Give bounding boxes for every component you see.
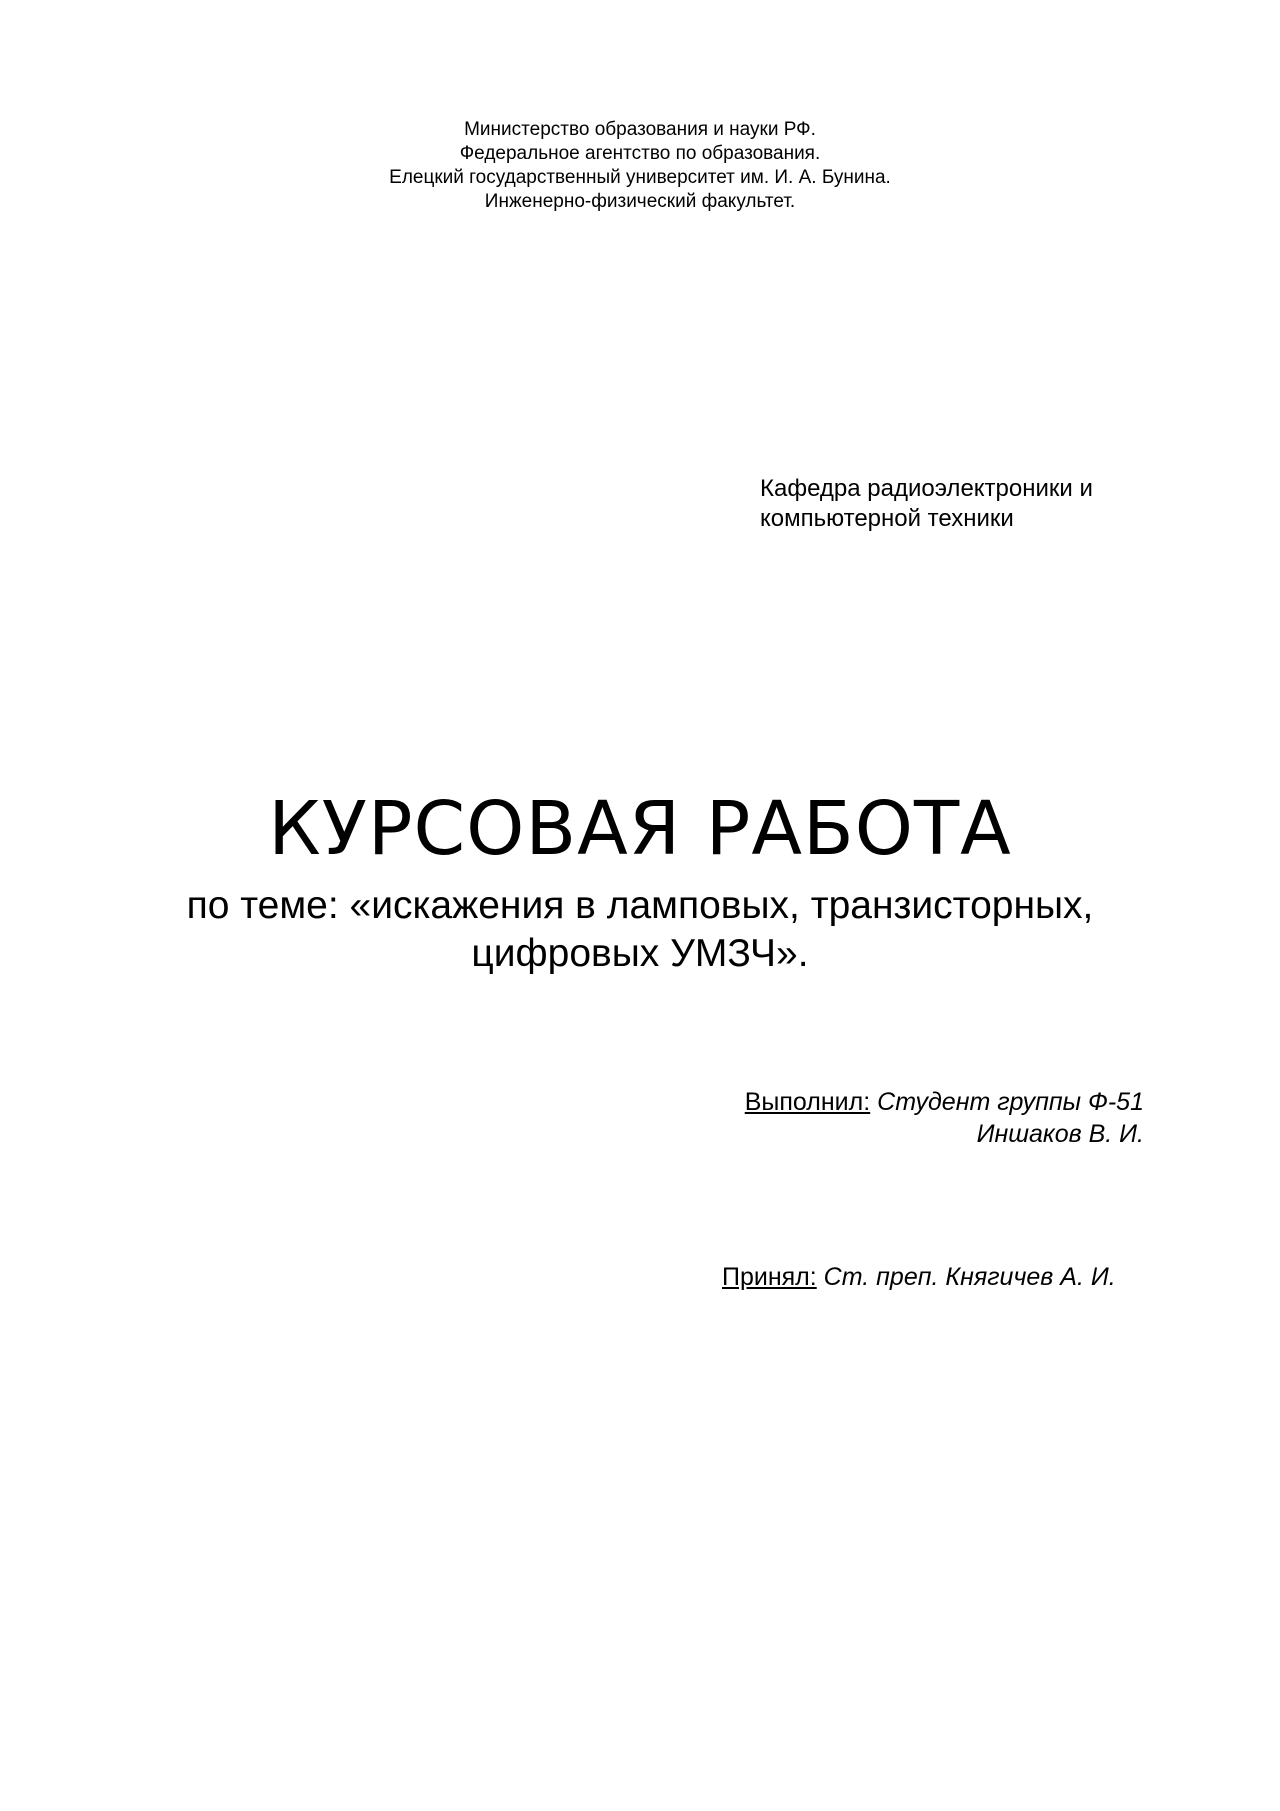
- student-role: Студент группы Ф-51: [877, 1088, 1144, 1116]
- department-block: [760, 474, 1093, 534]
- performed-by-block: [745, 1086, 1144, 1150]
- performed-by-label: Выполнил:: [744, 1088, 871, 1116]
- faculty-line: Инженерно-физический факультет.: [484, 191, 796, 212]
- topic-line-1: по теме: «искажения в ламповых, транзисторных,: [186, 884, 1094, 927]
- accepted-by-label: Принял:: [722, 1263, 817, 1291]
- agency-line: Федеральное агентство по образования.: [459, 143, 821, 164]
- university-line: Елецкий государственный университет им. И. А. Бунина.: [389, 167, 891, 188]
- department-line-2: компьютерной техники: [760, 505, 1014, 532]
- teacher-name: Ст. преп. Княгичев А. И.: [823, 1263, 1116, 1291]
- department-line-1: Кафедра радиоэлектроники и: [760, 475, 1093, 502]
- topic-line-2: цифровых УМЗЧ».: [471, 932, 809, 975]
- student-name: Иншаков В. И.: [976, 1120, 1144, 1148]
- performed-by-line: [745, 1086, 1144, 1118]
- accepted-by-block: [722, 1261, 1116, 1293]
- ministry-line: Министерство образования и науки РФ.: [464, 119, 816, 140]
- document-title: КУРСОВАЯ РАБОТА: [268, 786, 1012, 872]
- institution-header: [0, 118, 1280, 214]
- topic-block: [0, 882, 1280, 978]
